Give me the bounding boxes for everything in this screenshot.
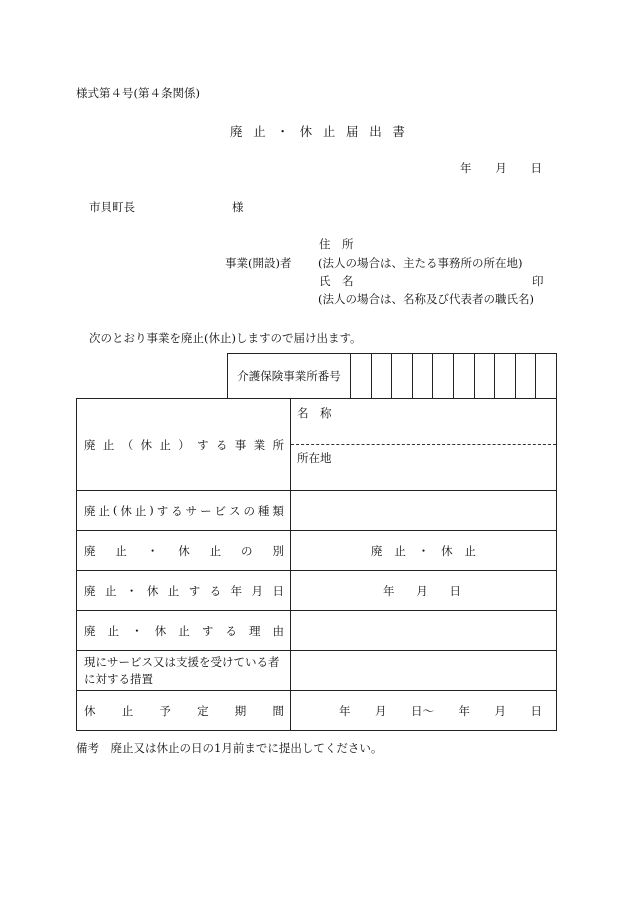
label-char: ) xyxy=(149,502,154,517)
value-char: 年 xyxy=(458,703,470,718)
label-char: 止 xyxy=(98,503,110,518)
business-number-digit-box[interactable] xyxy=(412,354,433,399)
label-char: 由 xyxy=(272,623,284,638)
business-number-digit-box[interactable] xyxy=(392,354,413,399)
label-char: 休 xyxy=(146,583,159,598)
value-char: 日〜 xyxy=(411,703,434,718)
date-day: 日 xyxy=(530,161,542,175)
label-char: （ xyxy=(121,437,134,452)
title-char: 届 xyxy=(346,124,359,139)
measures-label-cell xyxy=(77,651,291,691)
label-char: 止 xyxy=(121,703,134,718)
value-char: 月 xyxy=(375,703,387,718)
label-char: 止 xyxy=(107,623,120,638)
kind-label-cell xyxy=(77,531,291,571)
applicant-address-label: 住 所 xyxy=(319,237,354,251)
label-char: 廃 xyxy=(84,583,96,598)
applicant-label: 事業(開設)者 xyxy=(225,256,292,270)
table-row xyxy=(77,399,557,491)
date-line xyxy=(460,160,542,176)
label-char: サ xyxy=(185,503,198,518)
kind-value-cell[interactable] xyxy=(291,531,557,571)
label-char: 廃 xyxy=(84,623,96,638)
label-char: 止 xyxy=(167,583,180,598)
label-char: 年 xyxy=(230,583,243,598)
title-char: ・ xyxy=(276,124,289,139)
label-char: 廃 xyxy=(84,503,96,518)
business-number-digit-box[interactable] xyxy=(351,354,372,399)
service-type-value-cell[interactable] xyxy=(291,491,557,531)
label-char: 業 xyxy=(253,437,266,452)
date-label xyxy=(77,583,290,599)
title-char: 出 xyxy=(369,124,382,139)
service-type-label-cell xyxy=(77,491,291,531)
value-char: 日 xyxy=(449,583,461,598)
value-char: ・ xyxy=(417,543,430,558)
business-number-label: 介護保険事業所番号 xyxy=(228,354,351,399)
business-number-digit-box[interactable] xyxy=(536,354,557,399)
service-type-label xyxy=(77,503,290,519)
addressee-honorific: 様 xyxy=(232,200,244,214)
value-char: 止 xyxy=(464,543,476,558)
label-char: 別 xyxy=(272,543,284,558)
label-char: 休 xyxy=(120,503,132,518)
label-char: の xyxy=(241,543,253,558)
label-char: す xyxy=(201,623,214,638)
label-char: 廃 xyxy=(84,543,96,558)
business-number-table xyxy=(227,353,557,399)
label-char: 止 xyxy=(178,623,190,638)
period-value-cell[interactable] xyxy=(291,691,557,731)
title-char: 廃 xyxy=(230,124,243,139)
label-char: 休 xyxy=(154,623,167,638)
date-value-cell[interactable] xyxy=(291,571,557,611)
period-label-cell xyxy=(77,691,291,731)
title-char: 書 xyxy=(392,124,405,139)
label-char: る xyxy=(215,437,228,452)
business-number-digit-box[interactable] xyxy=(453,354,474,399)
measures-label-line2: に対する措置 xyxy=(84,671,153,686)
label-char: 廃 xyxy=(84,437,96,452)
label-char: ビ xyxy=(214,503,227,518)
value-char: 月 xyxy=(494,703,506,718)
value-char: 月 xyxy=(416,583,428,598)
label-char: 止 xyxy=(134,503,147,518)
title-char: 止 xyxy=(253,124,266,139)
reason-value-cell[interactable] xyxy=(291,611,557,651)
label-char: 所 xyxy=(272,437,284,452)
label-char: ・ xyxy=(125,583,138,598)
label-char: 止 xyxy=(159,437,171,452)
value-char: 休 xyxy=(441,543,453,558)
label-char: る xyxy=(209,583,222,598)
business-number-digit-box[interactable] xyxy=(495,354,516,399)
label-char: る xyxy=(171,503,183,518)
period-label xyxy=(77,703,290,719)
label-char: 予 xyxy=(159,703,171,718)
business-number-digit-box[interactable] xyxy=(515,354,536,399)
remarks: 備考 廃止又は休止の日の1月前までに提出してください。 xyxy=(76,741,383,755)
table-row xyxy=(77,491,557,531)
value-char: 止 xyxy=(394,543,406,558)
facility-label xyxy=(77,437,290,453)
facility-name-label: 名 称 xyxy=(297,406,332,420)
date-month: 月 xyxy=(495,161,507,175)
date-year: 年 xyxy=(460,161,472,175)
value-char: 廃 xyxy=(371,543,383,558)
seal-mark: 印 xyxy=(532,274,544,288)
notification-table xyxy=(76,398,557,731)
measures-label-line1: 現にサービス又は支援を受けている者 xyxy=(84,654,280,669)
facility-address-label: 所在地 xyxy=(297,451,332,465)
label-char: 休 xyxy=(84,703,96,718)
label-char: 定 xyxy=(197,703,209,718)
applicant-name-label: 氏 名 xyxy=(319,274,354,288)
label-char: 事 xyxy=(234,437,247,452)
date-label-cell xyxy=(77,571,291,611)
label-char: ス xyxy=(228,503,241,518)
title-char: 休 xyxy=(299,124,313,139)
business-number-digit-box[interactable] xyxy=(371,354,392,399)
label-char: 月 xyxy=(251,583,263,598)
label-char: 止 xyxy=(104,583,117,598)
label-char: ・ xyxy=(146,543,159,558)
kind-value xyxy=(371,543,476,559)
label-char: 休 xyxy=(178,543,190,558)
business-number-digit-box[interactable] xyxy=(474,354,495,399)
value-char: 年 xyxy=(383,583,395,598)
label-char: の xyxy=(243,503,255,518)
business-number-digit-box[interactable] xyxy=(433,354,454,399)
form-number: 様式第４号(第４条関係) xyxy=(76,86,200,100)
measures-label xyxy=(77,652,290,690)
dashed-divider xyxy=(291,444,556,445)
label-char: 止 xyxy=(209,543,222,558)
label-char: 期 xyxy=(234,703,247,718)
table-row xyxy=(77,611,557,651)
document-title xyxy=(230,122,405,140)
label-char: る xyxy=(225,623,237,638)
reason-label xyxy=(77,623,290,639)
measures-value-cell[interactable] xyxy=(291,651,557,691)
label-char: 種 xyxy=(257,503,270,518)
label-char: 間 xyxy=(272,703,284,718)
statement: 次のとおり事業を廃止(休止)しますので届け出ます。 xyxy=(89,331,362,345)
addressee-name: 市貝町長 xyxy=(89,200,135,214)
label-char: ( xyxy=(112,502,118,517)
table-row xyxy=(77,571,557,611)
label-char: 類 xyxy=(272,503,284,518)
label-char: す xyxy=(188,583,201,598)
applicant-address-note: (法人の場合は、主たる事務所の所在地) xyxy=(318,256,523,270)
facility-value-cell[interactable] xyxy=(291,399,557,491)
table-row xyxy=(77,691,557,731)
title-char: 止 xyxy=(322,124,336,139)
label-char: 休 xyxy=(140,437,153,452)
facility-label-cell xyxy=(77,399,291,491)
period-value xyxy=(339,703,542,719)
label-char: 止 xyxy=(115,543,127,558)
label-char: ー xyxy=(200,503,212,518)
kind-label xyxy=(77,543,290,559)
value-char: 日 xyxy=(530,703,542,718)
date-value xyxy=(383,583,461,599)
label-char: す xyxy=(156,503,169,518)
reason-label-cell xyxy=(77,611,291,651)
applicant-name-note: (法人の場合は、名称及び代表者の職氏名) xyxy=(318,292,534,306)
table-row xyxy=(77,651,557,691)
label-char: 理 xyxy=(248,623,261,638)
label-char: 日 xyxy=(272,583,284,598)
table-row xyxy=(77,531,557,571)
label-char: ） xyxy=(178,437,190,452)
label-char: ・ xyxy=(131,623,143,638)
label-char: す xyxy=(197,437,209,452)
label-char: 止 xyxy=(102,437,115,452)
value-char: 年 xyxy=(339,703,351,718)
